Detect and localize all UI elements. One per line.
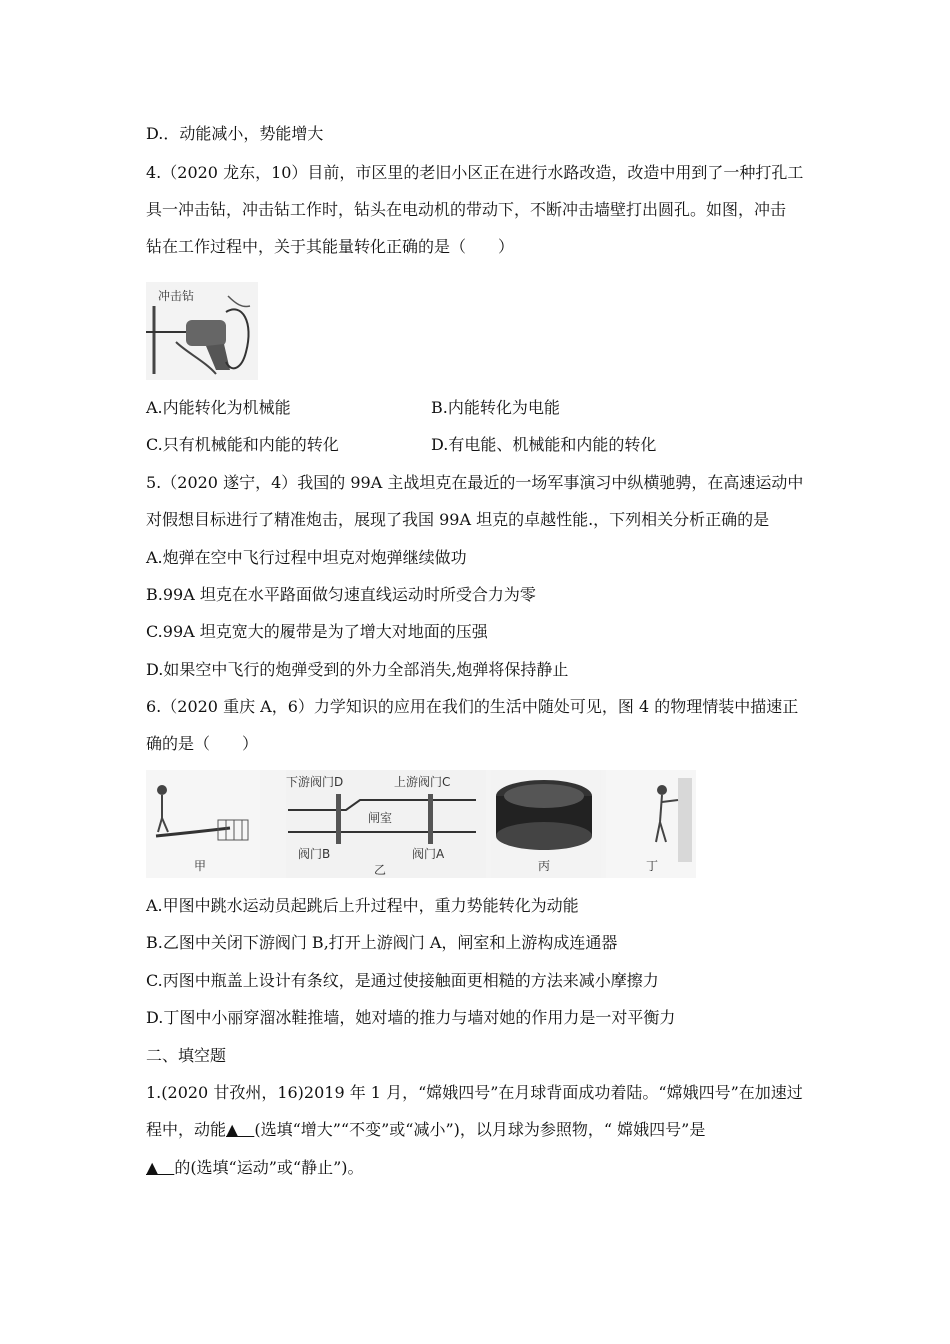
caption-bing: 丙	[538, 859, 551, 873]
option-q5-d: D.如果空中飞行的炮弹受到的外力全部消失,炮弹将保持静止	[146, 660, 569, 679]
question-4-line-3: 钻在工作过程中，关于其能量转化正确的是（ ）	[146, 237, 515, 256]
lock-label-d: 下游阀门D	[286, 775, 344, 789]
fill-question-1-line-3	[146, 1158, 364, 1178]
panel-yi	[286, 770, 486, 878]
lock-label-b: 阀门B	[298, 847, 331, 861]
option-q4-b: B.内能转化为电能	[431, 398, 560, 417]
lock-label-a: 阀门A	[412, 847, 445, 861]
panel-jia	[146, 770, 260, 878]
option-q5-c: C.99A 坦克宽大的履带是为了增大对地面的压强	[146, 622, 488, 641]
option-q4-a: A.内能转化为机械能	[146, 398, 291, 417]
option-q6-b: B.乙图中关闭下游阀门 B,打开上游阀门 A，闸室和上游构成连通器	[146, 933, 618, 952]
fill-question-1-line-1: 1.(2020 甘孜州，16)2019 年 1 月，“嫦娥四号”在月球背面成功着陆。“嫦娥四号”在加速过	[146, 1083, 803, 1102]
option-q4-c: C.只有机械能和内能的转化	[146, 435, 339, 454]
option-q5-b: B.99A 坦克在水平路面做匀速直线运动时所受合力为零	[146, 585, 536, 604]
question-6-line-1: 6.（2020 重庆 A，6）力学知识的应用在我们的生活中随处可见，图 4 的物理情装中描速正	[146, 697, 799, 716]
panel-ding	[606, 770, 696, 878]
caption-yi: 乙	[374, 863, 387, 877]
lock-label-c: 上游阀门C	[394, 775, 451, 789]
question-4-line-1: 4.（2020 龙东，10）目前，市区里的老旧小区正在进行水路改造，改造中用到了一种打孔工	[146, 163, 804, 182]
option-q3-d: D.．动能减小，势能增大	[146, 124, 324, 143]
drill-label: 冲击钻	[158, 289, 195, 303]
fill-q1-text-pre: 程中，动能	[146, 1120, 227, 1139]
question-5-line-1: 5.（2020 遂宁，4）我国的 99A 主战坦克在最近的一场军事演习中纵横驰骋，在高速运动中	[146, 473, 804, 492]
answer-blank-2[interactable]: ▲	[146, 1158, 175, 1177]
fill-q1-text-post: (选填“增大”“不变”或“减小”)，以月球为参照物，“ 嫦娥四号”是	[254, 1120, 706, 1139]
option-q5-a: A.炮弹在空中飞行过程中坦克对炮弹继续做功	[146, 548, 467, 567]
lock-label-room: 闸室	[368, 811, 393, 825]
panel-bing	[491, 770, 601, 878]
impact-drill-figure	[146, 282, 258, 380]
option-q6-c: C.丙图中瓶盖上设计有条纹，是通过使接触面更相糙的方法来减小摩擦力	[146, 971, 659, 990]
answer-blank-1[interactable]: ▲	[226, 1120, 255, 1139]
four-panel-figure	[146, 770, 696, 878]
option-q6-a: A.甲图中跳水运动员起跳后上升过程中，重力势能转化为动能	[146, 896, 579, 915]
question-6-line-2: 确的是（ ）	[146, 734, 259, 753]
caption-ding: 丁	[646, 859, 659, 873]
fill-q1-text-end: 的(选填“运动”或“静止”)。	[174, 1158, 364, 1177]
section-title-fill-in: 二、填空题	[146, 1046, 227, 1065]
option-q4-d: D.有电能、机械能和内能的转化	[431, 435, 657, 454]
question-5-line-2: 对假想目标进行了精准炮击，展现了我国 99A 坦克的卓越性能.，下列相关分析正确的是	[146, 510, 770, 529]
question-4-line-2: 具一冲击钻，冲击钻工作时，钻头在电动机的带动下，不断冲击墙壁打出圆孔。如图，冲击	[146, 200, 787, 219]
option-q6-d: D.丁图中小丽穿溜冰鞋推墙，她对墙的推力与墙对她的作用力是一对平衡力	[146, 1008, 676, 1027]
caption-jia: 甲	[194, 859, 207, 873]
fill-question-1-line-2	[146, 1120, 705, 1140]
